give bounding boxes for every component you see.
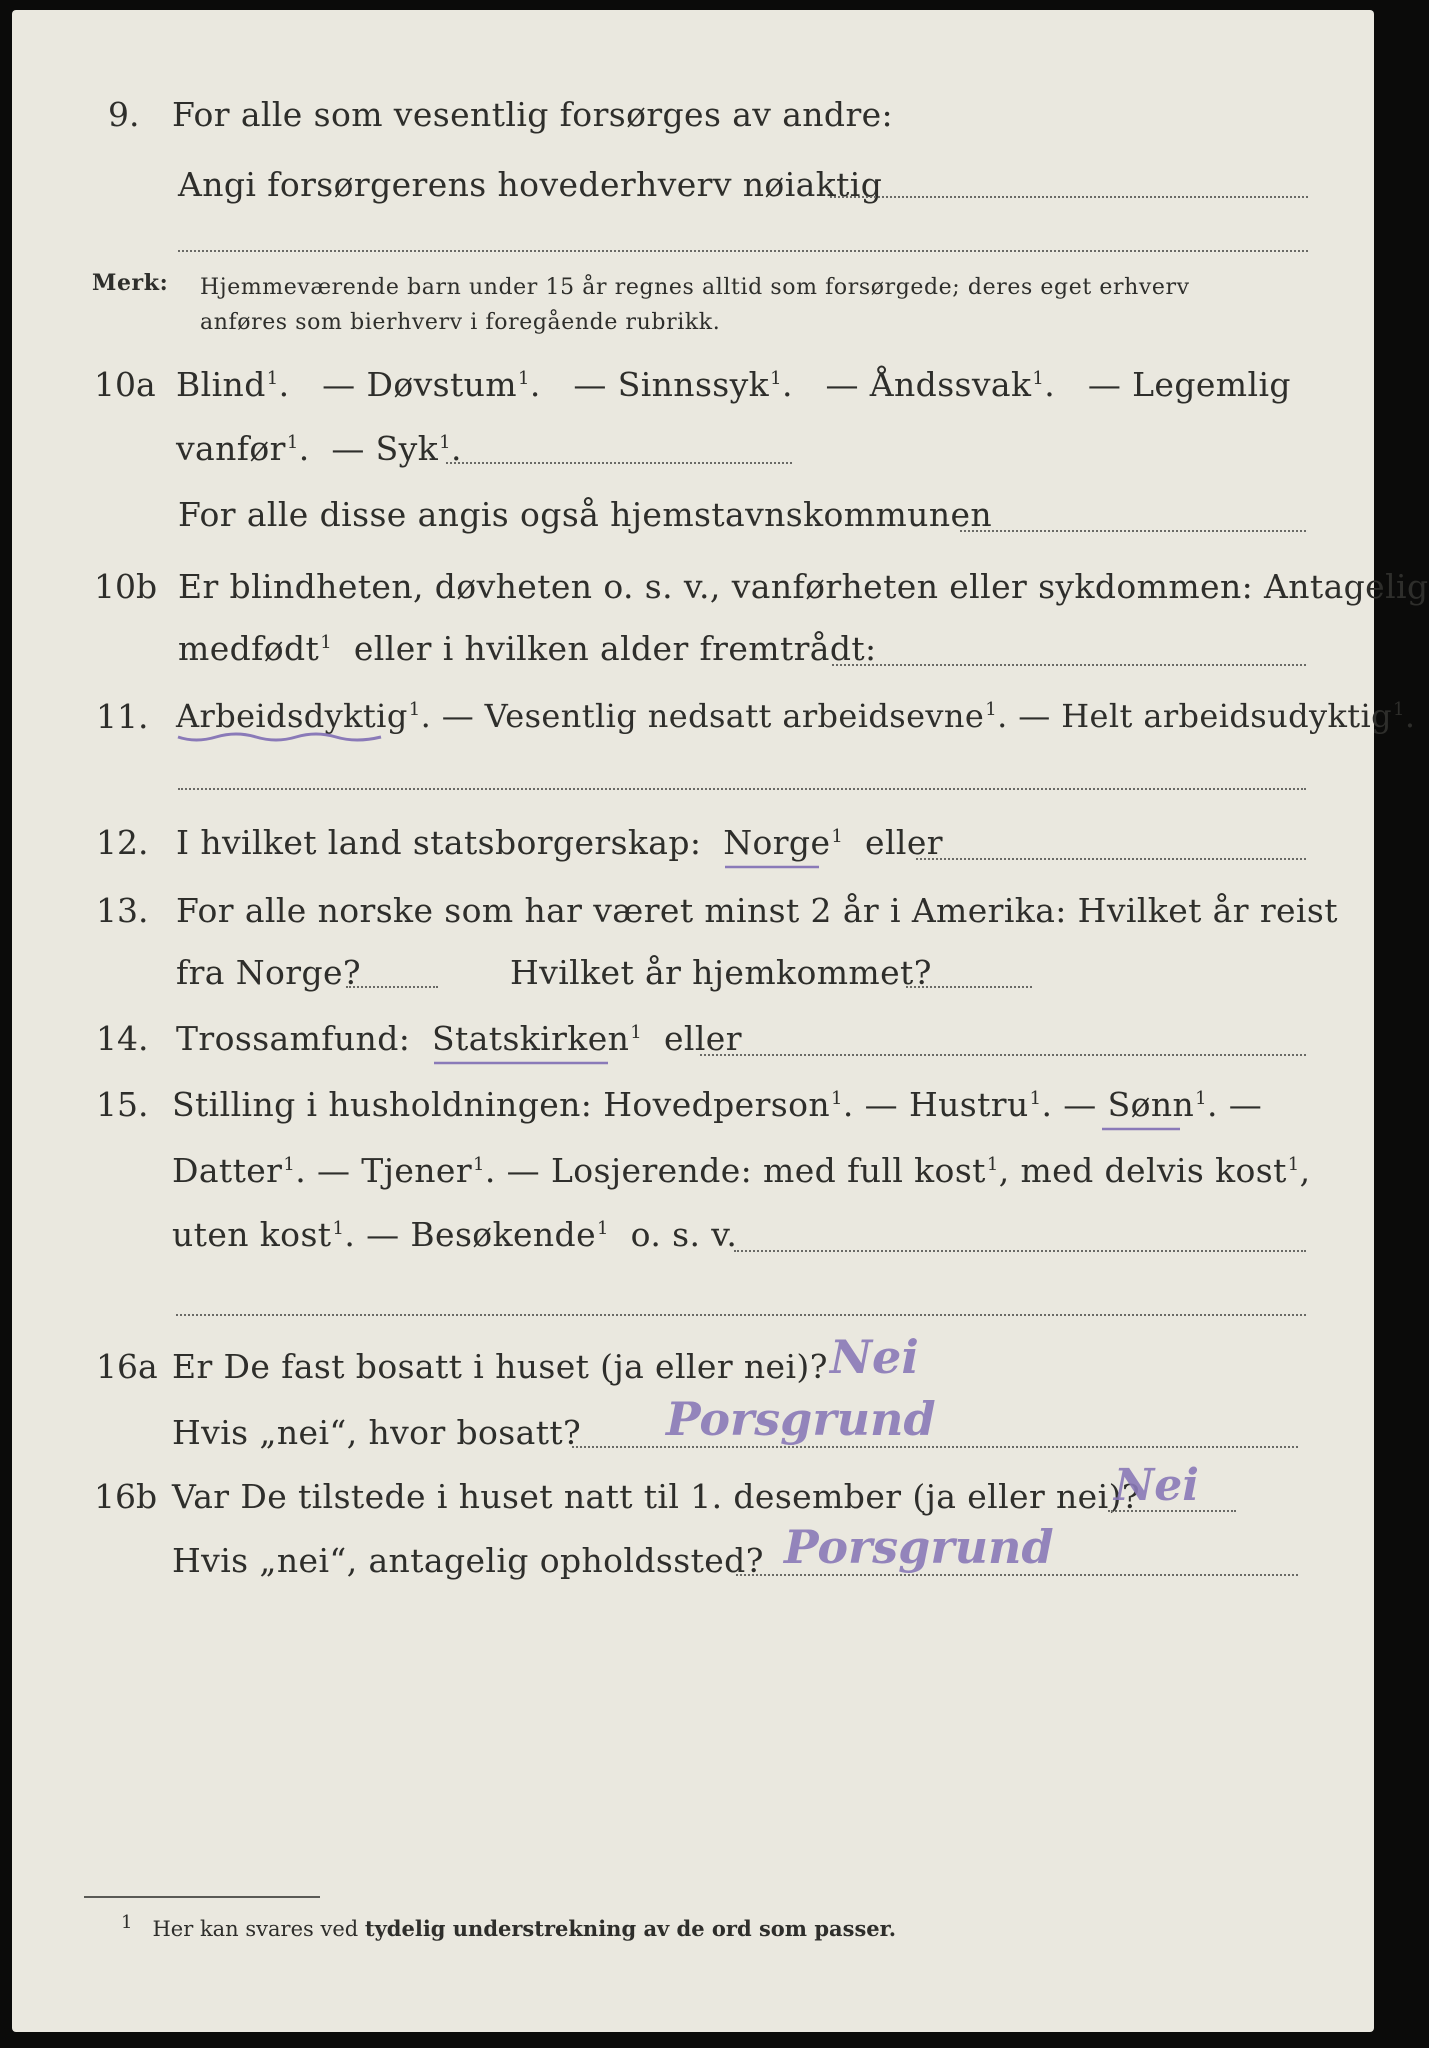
merk-label: Merk:: [92, 270, 169, 296]
q10a-number: 10a: [94, 365, 156, 404]
option-legemlig[interactable]: — Legemlig: [1087, 365, 1291, 404]
q13-hjem-answer-line[interactable]: [906, 986, 1032, 988]
option-full-kost[interactable]: . — Losjerende: med full kost: [484, 1151, 986, 1190]
q16a-bosatt-answer-handwritten[interactable]: Porsgrund: [666, 1392, 936, 1446]
q14-text: Trossamfund:: [176, 1019, 411, 1058]
q10b-line2-text: eller i hvilken alder fremtrådt:: [353, 629, 877, 668]
q12-eller: eller: [865, 823, 943, 862]
footnote: [120, 1912, 896, 1941]
q16b-opholdssted-answer-line[interactable]: [736, 1574, 1298, 1576]
q9-number: 9.: [108, 95, 140, 134]
q14-answer-line[interactable]: [700, 1054, 1306, 1056]
q16b-number: 16b: [94, 1477, 158, 1516]
q13-fra-answer-line[interactable]: [346, 986, 438, 988]
q9-line1: For alle som vesentlig forsørges av andre:: [172, 95, 894, 134]
q11-line: Arbeidsdyktig $^1$. — Vesentlig nedsatt arbeidsevne$^1$. — Helt arbeidsudyktig$^1$.: [176, 700, 1415, 732]
option-syk[interactable]: — Syk: [331, 429, 439, 468]
q14-line: Trossamfund: Statskirken $^1$ eller: [176, 1022, 742, 1055]
option-hustru[interactable]: . — Hustru: [842, 1085, 1029, 1124]
option-statskirken[interactable]: Statskirken: [432, 1019, 629, 1058]
q9-line2: Angi forsørgerens hovederhverv nøiaktig: [178, 165, 883, 204]
q16b-line1: Var De tilstede i huset natt til 1. desember (ja eller nei)?: [172, 1477, 1140, 1516]
q16a-answer-line[interactable]: [572, 1446, 1298, 1448]
merk-line2: anføres som bierhverv i foregående rubrikk.: [200, 310, 721, 335]
q9-answer-line-2[interactable]: [178, 250, 1308, 252]
q16b-answer-line[interactable]: [1108, 1510, 1236, 1512]
option-delvis-kost[interactable]: , med delvis kost: [998, 1151, 1287, 1190]
q15-line3: uten kost$^1$. — Besøkende$^1$ o. s. v.: [172, 1215, 738, 1254]
option-hovedperson[interactable]: Stilling i husholdningen: Hovedperson: [172, 1085, 831, 1124]
q15-answer-line[interactable]: [734, 1250, 1306, 1252]
q16a-line2: Hvis „nei“, hvor bosatt?: [172, 1413, 582, 1452]
q13-line1: For alle norske som har været minst 2 år i Amerika: Hvilket år reist: [176, 891, 1338, 930]
q14-number: 14.: [96, 1019, 149, 1058]
option-andssvak[interactable]: — Åndssvak: [825, 365, 1032, 404]
handwritten-underline: [1042, 1124, 1182, 1134]
merk-line1: Hjemmeværende barn under 15 år regnes alltid som forsørgede; deres eget erhverv: [200, 275, 1190, 300]
option-sinnssyk[interactable]: — Sinnssyk: [573, 365, 770, 404]
q16a-number: 16a: [96, 1347, 158, 1386]
handwritten-underline: [176, 731, 386, 745]
q10a-line2: vanfør$^1$. — Syk$^1$.: [176, 429, 462, 468]
footnote-mark: 1: [121, 1912, 133, 1933]
handwritten-underline: [723, 862, 823, 872]
q10b-line2: medfødt$^1$ eller i hvilken alder fremtrådt:: [178, 629, 877, 668]
q11-answer-line[interactable]: [178, 788, 1306, 790]
q12-line: I hvilket land statsborgerskap: Norge $^1$ eller: [176, 826, 943, 859]
option-medfodt[interactable]: medfødt: [178, 629, 320, 668]
footnote-rule: [84, 1896, 320, 1898]
option-tjener[interactable]: . — Tjener: [295, 1151, 473, 1190]
q15-number: 15.: [96, 1085, 149, 1124]
q10b-line1: Er blindheten, døvheten o. s. v., vanførheten eller sykdommen: Antagelig: [178, 567, 1429, 606]
q11-number: 11.: [96, 697, 149, 736]
option-dovstum[interactable]: — Døvstum: [322, 365, 517, 404]
option-sonn[interactable]: . — Sønn: [1042, 1085, 1195, 1124]
option-blind[interactable]: Blind: [176, 365, 266, 404]
q14-eller: eller: [663, 1019, 742, 1058]
q12-text: I hvilket land statsborgerskap:: [176, 823, 702, 862]
q10a-syk-answer-line[interactable]: [446, 462, 792, 464]
q15-line2: Datter$^1$. — Tjener$^1$. — Losjerende: med full kost$^1$, med delvis kost$^1$,: [172, 1151, 1311, 1190]
q10a-kommune-answer-line[interactable]: [960, 530, 1306, 532]
q10a-blind-row: Blind$^1$. — Døvstum$^1$. — Sinnssyk$^1$. — Åndssvak$^1$. — Legemlig: [176, 365, 1291, 404]
handwritten-underline: [432, 1058, 612, 1068]
option-arbeidsdyktig[interactable]: Arbeidsdyktig: [176, 697, 408, 735]
option-vesentlig-nedsatt[interactable]: . — Vesentlig nedsatt arbeidsevne: [420, 697, 985, 735]
q10b-answer-line[interactable]: [832, 664, 1306, 666]
q13-number: 13.: [96, 891, 149, 930]
q12-number: 12.: [96, 823, 149, 862]
footnote-plain: Her kan svares ved: [152, 1917, 359, 1941]
q9-answer-line[interactable]: [830, 196, 1308, 198]
option-uten-kost[interactable]: uten kost: [172, 1215, 332, 1254]
q16b-opholdssted-answer-handwritten[interactable]: Porsgrund: [784, 1520, 1054, 1574]
option-vanfor[interactable]: vanfør: [176, 429, 286, 468]
q10b-number: 10b: [94, 567, 158, 606]
q16a-answer-handwritten[interactable]: Nei: [830, 1330, 919, 1384]
q15-osv: o. s. v.: [630, 1215, 738, 1254]
q16b-line2: Hvis „nei“, antagelig opholdssted?: [172, 1541, 764, 1580]
q12-answer-line[interactable]: [916, 858, 1306, 860]
q16a-line1: Er De fast bosatt i huset (ja eller nei)?: [172, 1347, 828, 1386]
footnote-bold: tydelig understrekning av de ord som passer.: [364, 1916, 897, 1941]
q13-fra-norge: fra Norge?: [176, 953, 362, 992]
option-norge[interactable]: Norge: [723, 823, 830, 862]
q16b-answer-handwritten[interactable]: Nei: [1114, 1460, 1199, 1511]
option-datter[interactable]: Datter: [172, 1151, 283, 1190]
option-helt-udyktig[interactable]: . — Helt arbeidsudyktig: [997, 697, 1393, 735]
q13-hjemkommet: Hvilket år hjemkommet?: [510, 953, 932, 992]
q10a-line3: For alle disse angis også hjemstavnskommunen: [178, 495, 993, 534]
option-besokende[interactable]: . — Besøkende: [344, 1215, 596, 1254]
q15-line1: Stilling i husholdningen: Hovedperson$^1$. — Hustru$^1$. — Sønn $^1$. —: [172, 1088, 1262, 1121]
q15-answer-line-2[interactable]: [176, 1314, 1306, 1316]
